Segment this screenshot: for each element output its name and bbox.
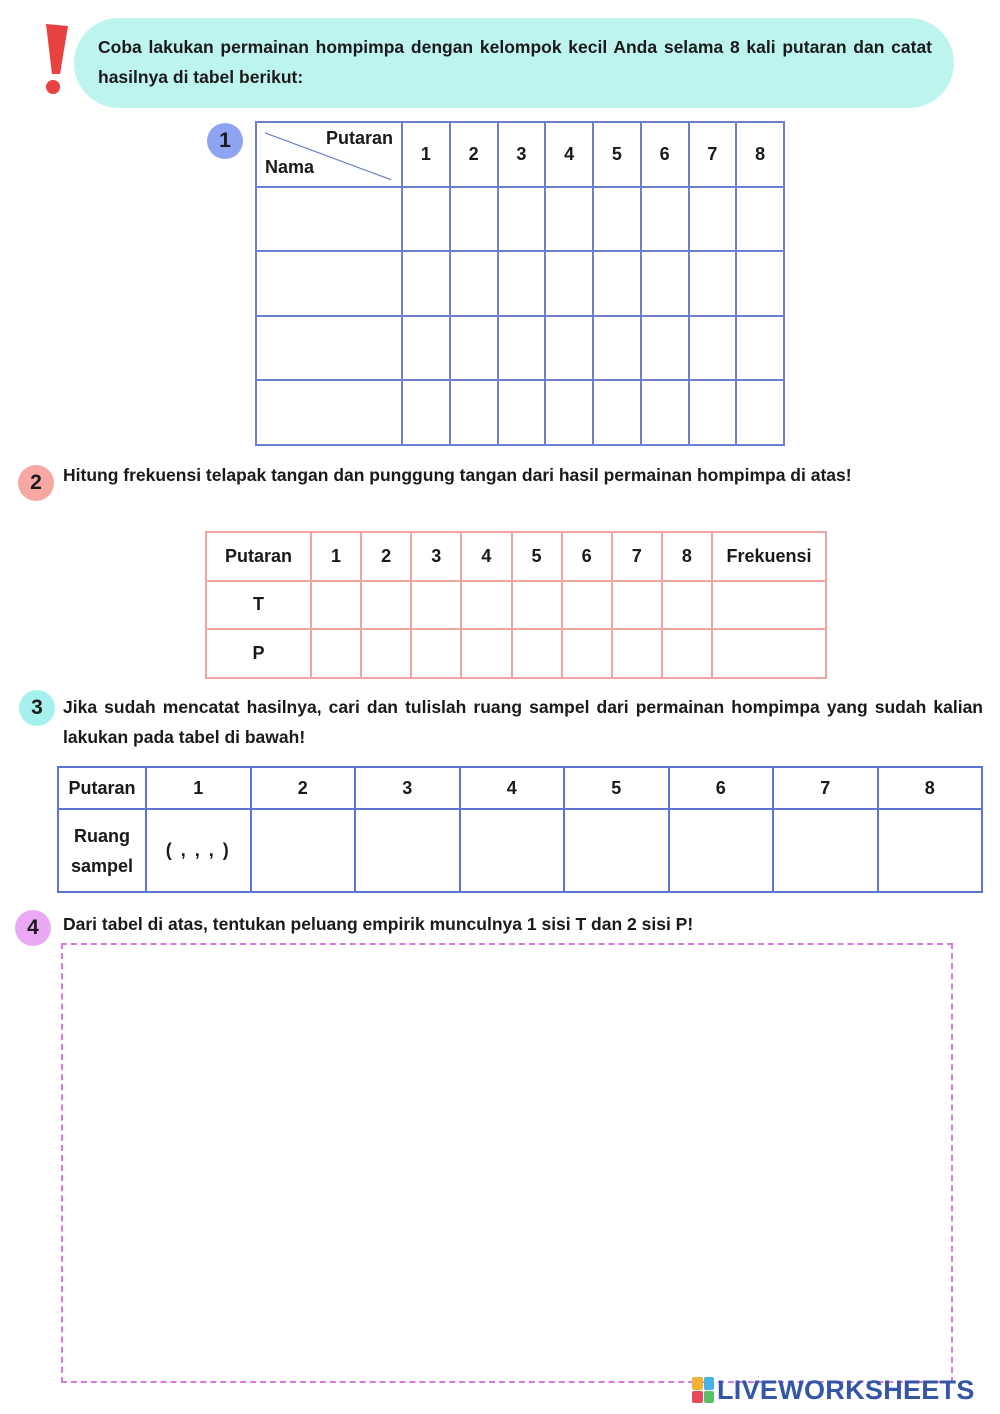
column-header: 8 <box>662 532 712 581</box>
result-input-cell[interactable] <box>736 251 784 316</box>
logo-mark-icon <box>692 1377 714 1403</box>
result-input-cell[interactable] <box>402 316 450 381</box>
row-label-line-1: Ruang <box>74 825 130 846</box>
liveworksheets-logo <box>692 1374 975 1406</box>
column-header: 4 <box>461 532 511 581</box>
sample-input-cell[interactable] <box>669 809 774 892</box>
tally-input-cell[interactable] <box>512 581 562 630</box>
column-header: 6 <box>562 532 612 581</box>
tally-input-cell[interactable] <box>461 581 511 630</box>
table-row <box>206 629 826 678</box>
frequency-input-cell[interactable] <box>712 629 826 678</box>
column-header: 6 <box>669 767 774 809</box>
column-header: 2 <box>251 767 356 809</box>
row-label-line-2: sampel <box>70 855 134 876</box>
table-row <box>256 380 784 445</box>
result-input-cell[interactable] <box>593 316 641 381</box>
result-input-cell[interactable] <box>402 251 450 316</box>
result-input-cell[interactable] <box>736 316 784 381</box>
frequency-table <box>205 531 827 679</box>
name-input-cell[interactable] <box>256 187 402 252</box>
instruction-banner <box>74 18 954 108</box>
result-input-cell[interactable] <box>498 187 546 252</box>
result-input-cell[interactable] <box>736 187 784 252</box>
tally-input-cell[interactable] <box>361 581 411 630</box>
results-table <box>255 121 785 446</box>
table-row <box>256 251 784 316</box>
table-header-row <box>58 767 982 809</box>
answer-box[interactable] <box>61 943 953 1383</box>
section-4-badge: 4 <box>15 910 51 946</box>
result-input-cell[interactable] <box>689 187 737 252</box>
tally-input-cell[interactable] <box>662 629 712 678</box>
section-4-question: Dari tabel di atas, tentukan peluang empirik munculnya 1 sisi T dan 2 sisi P! <box>63 914 694 934</box>
frequency-header: Frekuensi <box>712 532 826 581</box>
table-row <box>256 316 784 381</box>
section-2-question: Hitung frekuensi telapak tangan dan punggung tangan dari hasil permainan hompimpa di atas! <box>63 465 852 485</box>
result-input-cell[interactable] <box>593 380 641 445</box>
result-input-cell[interactable] <box>498 251 546 316</box>
exclamation-icon <box>38 22 72 96</box>
result-input-cell[interactable] <box>498 316 546 381</box>
column-header: 7 <box>689 122 737 187</box>
result-input-cell[interactable] <box>641 380 689 445</box>
result-input-cell[interactable] <box>545 187 593 252</box>
sample-input-cell[interactable] <box>251 809 356 892</box>
tally-input-cell[interactable] <box>361 629 411 678</box>
table-row <box>206 581 826 630</box>
column-header: 2 <box>361 532 411 581</box>
column-header: 3 <box>498 122 546 187</box>
section-1-badge: 1 <box>207 123 243 159</box>
result-input-cell[interactable] <box>545 380 593 445</box>
result-input-cell[interactable] <box>402 187 450 252</box>
tally-input-cell[interactable] <box>612 629 662 678</box>
result-input-cell[interactable] <box>498 380 546 445</box>
column-header: 1 <box>402 122 450 187</box>
sample-input-cell[interactable] <box>878 809 983 892</box>
column-header: 5 <box>564 767 669 809</box>
table-row <box>58 809 982 892</box>
name-input-cell[interactable] <box>256 316 402 381</box>
result-input-cell[interactable] <box>593 187 641 252</box>
corner-label-putaran: Putaran <box>325 128 393 148</box>
column-header: 5 <box>512 532 562 581</box>
frequency-input-cell[interactable] <box>712 581 826 630</box>
row-label-p: P <box>206 629 311 678</box>
name-input-cell[interactable] <box>256 251 402 316</box>
tally-input-cell[interactable] <box>562 629 612 678</box>
tally-input-cell[interactable] <box>461 629 511 678</box>
instruction-text: Coba lakukan permainan hompimpa dengan kelompok kecil Anda selama 8 kali putaran dan catat hasilnya di tabel berikut: <box>98 37 932 87</box>
column-header: 7 <box>612 532 662 581</box>
result-input-cell[interactable] <box>689 380 737 445</box>
column-header: 3 <box>411 532 461 581</box>
result-input-cell[interactable] <box>450 380 498 445</box>
tally-input-cell[interactable] <box>662 581 712 630</box>
result-input-cell[interactable] <box>402 380 450 445</box>
sample-input-cell[interactable] <box>773 809 878 892</box>
column-header: 8 <box>736 122 784 187</box>
sample-input-cell[interactable] <box>355 809 460 892</box>
tally-input-cell[interactable] <box>512 629 562 678</box>
column-header: 4 <box>460 767 565 809</box>
sample-input-cell[interactable] <box>564 809 669 892</box>
column-header: 4 <box>545 122 593 187</box>
table-row <box>256 187 784 252</box>
result-input-cell[interactable] <box>593 251 641 316</box>
row-label-ruang-sampel <box>58 809 146 892</box>
result-input-cell[interactable] <box>641 316 689 381</box>
result-input-cell[interactable] <box>545 316 593 381</box>
row-label-t: T <box>206 581 311 630</box>
column-header: 7 <box>773 767 878 809</box>
tally-input-cell[interactable] <box>411 581 461 630</box>
section-3-question: Jika sudah mencatat hasilnya, cari dan tulislah ruang sampel dari permainan hompimpa yang sudah kalian lakukan pada tabel di bawah! <box>63 697 983 747</box>
column-header: 1 <box>146 767 251 809</box>
sample-input-cell[interactable] <box>146 809 251 892</box>
corner-label-nama: Nama <box>265 156 315 177</box>
result-input-cell[interactable] <box>736 380 784 445</box>
result-input-cell[interactable] <box>689 251 737 316</box>
result-input-cell[interactable] <box>450 316 498 381</box>
header-label: Putaran <box>206 532 311 581</box>
column-header: 8 <box>878 767 983 809</box>
result-input-cell[interactable] <box>641 187 689 252</box>
result-input-cell[interactable] <box>689 316 737 381</box>
result-input-cell[interactable] <box>450 187 498 252</box>
logo-text: LIVEWORKSHEETS <box>717 1374 975 1405</box>
result-input-cell[interactable] <box>641 251 689 316</box>
corner-cell <box>256 122 402 187</box>
section-3-badge: 3 <box>19 690 55 726</box>
table-header-row <box>256 122 784 187</box>
sample-example: ( , , , ) <box>165 840 231 860</box>
tally-input-cell[interactable] <box>311 581 361 630</box>
tally-input-cell[interactable] <box>411 629 461 678</box>
column-header: 6 <box>641 122 689 187</box>
header-label: Putaran <box>58 767 146 809</box>
sample-space-table <box>57 766 983 893</box>
tally-input-cell[interactable] <box>562 581 612 630</box>
result-input-cell[interactable] <box>545 251 593 316</box>
section-2-badge: 2 <box>18 465 54 501</box>
name-input-cell[interactable] <box>256 380 402 445</box>
column-header: 1 <box>311 532 361 581</box>
column-header: 3 <box>355 767 460 809</box>
tally-input-cell[interactable] <box>612 581 662 630</box>
tally-input-cell[interactable] <box>311 629 361 678</box>
column-header: 2 <box>450 122 498 187</box>
result-input-cell[interactable] <box>450 251 498 316</box>
sample-input-cell[interactable] <box>460 809 565 892</box>
column-header: 5 <box>593 122 641 187</box>
table-header-row <box>206 532 826 581</box>
